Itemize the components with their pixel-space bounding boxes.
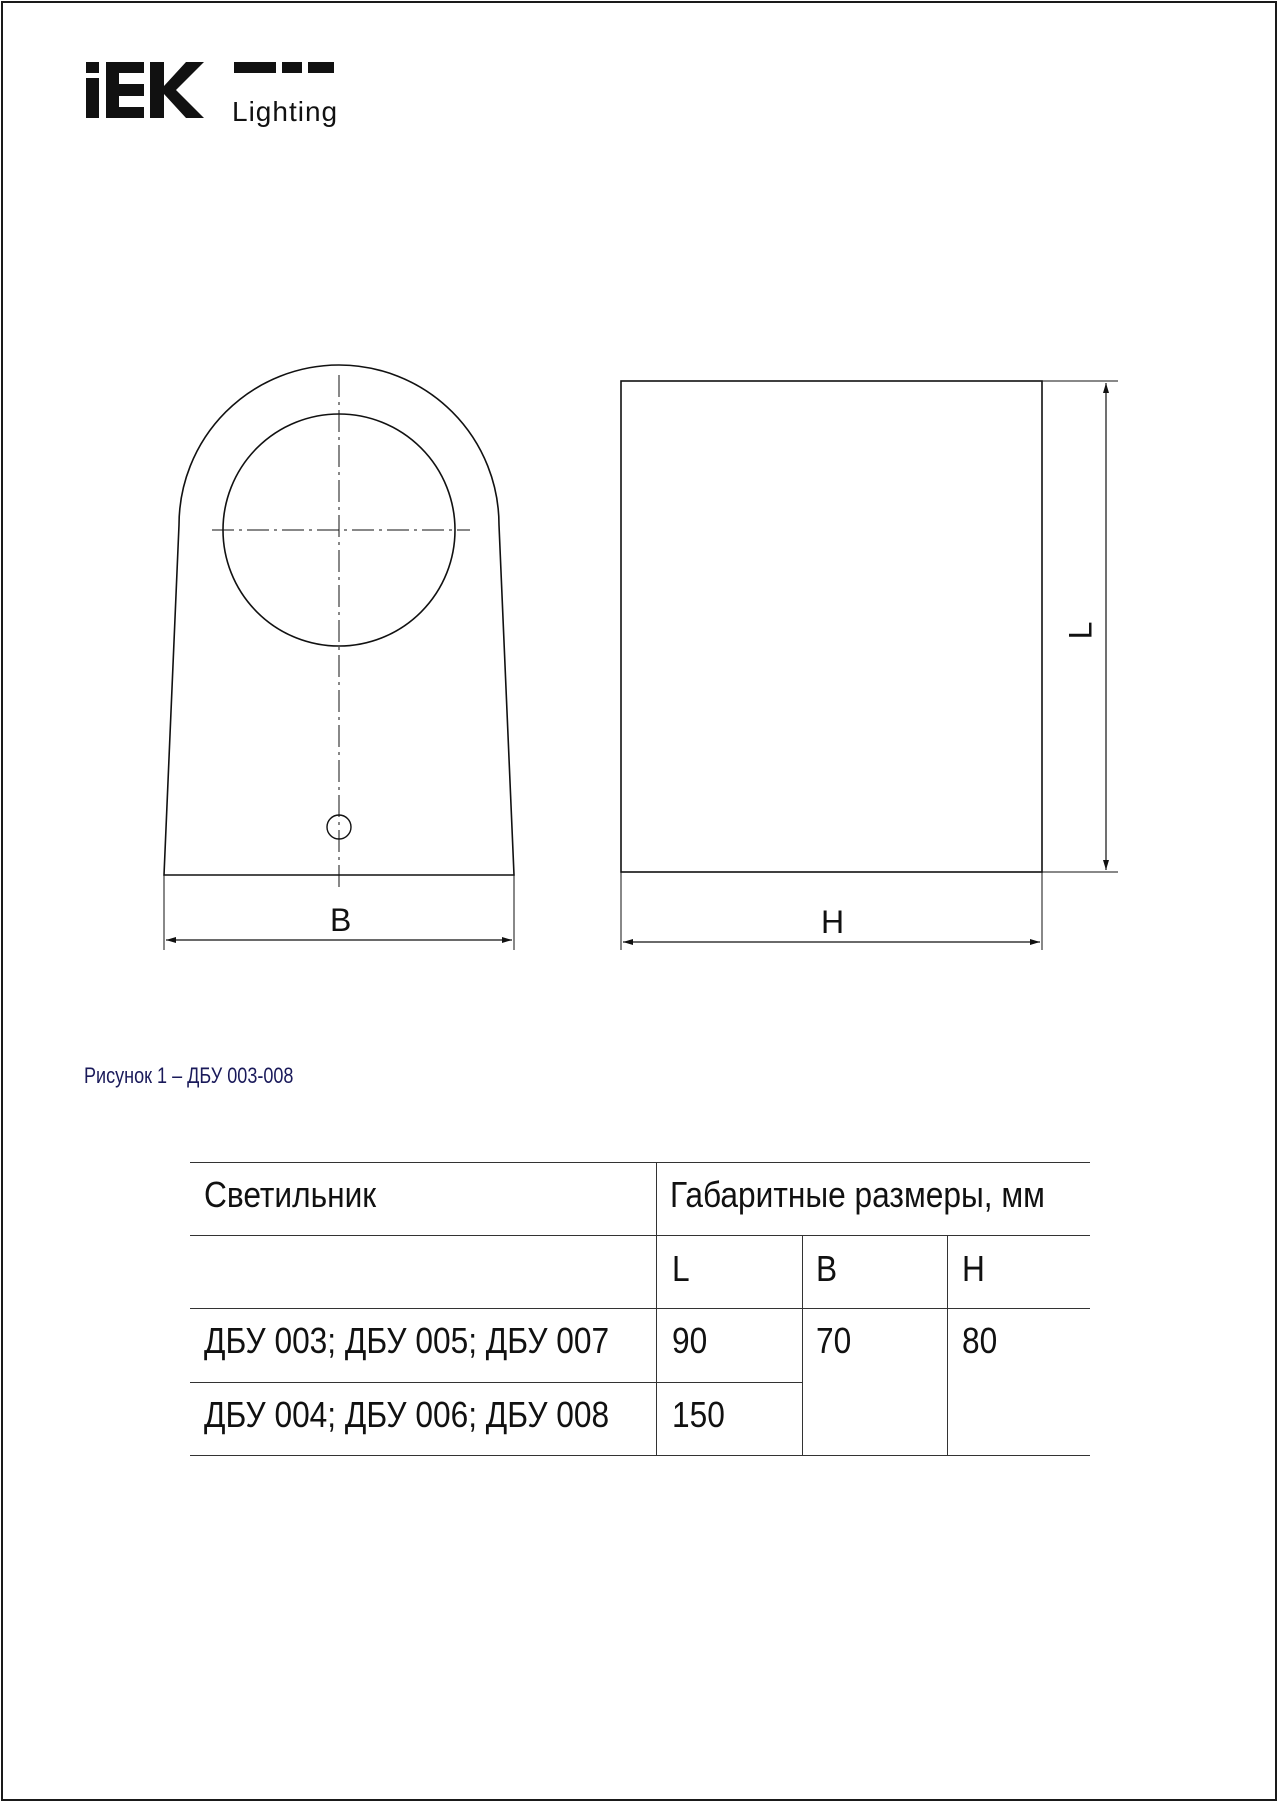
table-rule — [190, 1382, 802, 1383]
dimension-b-label: B — [330, 902, 352, 938]
row-1-l: 90 — [672, 1320, 708, 1361]
table-rule — [802, 1235, 803, 1456]
logo-lighting-label: Lighting — [232, 96, 339, 127]
dimension-h-label: H — [821, 904, 845, 940]
column-l-header: L — [672, 1248, 690, 1289]
table-rule — [190, 1162, 1090, 1163]
side-view-body — [621, 381, 1042, 872]
table-rule — [190, 1308, 1090, 1309]
header-dimensions: Габаритные размеры, мм — [670, 1174, 1045, 1215]
dimension-l-label: L — [1062, 621, 1099, 640]
table-rule — [190, 1455, 1090, 1456]
table-rule — [656, 1162, 657, 1456]
header-luminaire: Светильник — [204, 1174, 377, 1215]
table-rule — [947, 1235, 948, 1456]
row-1-name: ДБУ 003; ДБУ 005; ДБУ 007 — [204, 1320, 610, 1361]
dimensions-table — [190, 1162, 1090, 1456]
row-2-l: 150 — [672, 1394, 725, 1435]
row-2-name: ДБУ 004; ДБУ 006; ДБУ 008 — [204, 1394, 610, 1435]
shared-b-value: 70 — [816, 1320, 852, 1361]
figure-caption: Рисунок 1 – ДБУ 003-008 — [84, 1063, 294, 1088]
table-rule — [190, 1235, 1090, 1236]
column-h-header: H — [962, 1248, 985, 1289]
shared-h-value: 80 — [962, 1320, 998, 1361]
column-b-header: B — [816, 1248, 838, 1289]
